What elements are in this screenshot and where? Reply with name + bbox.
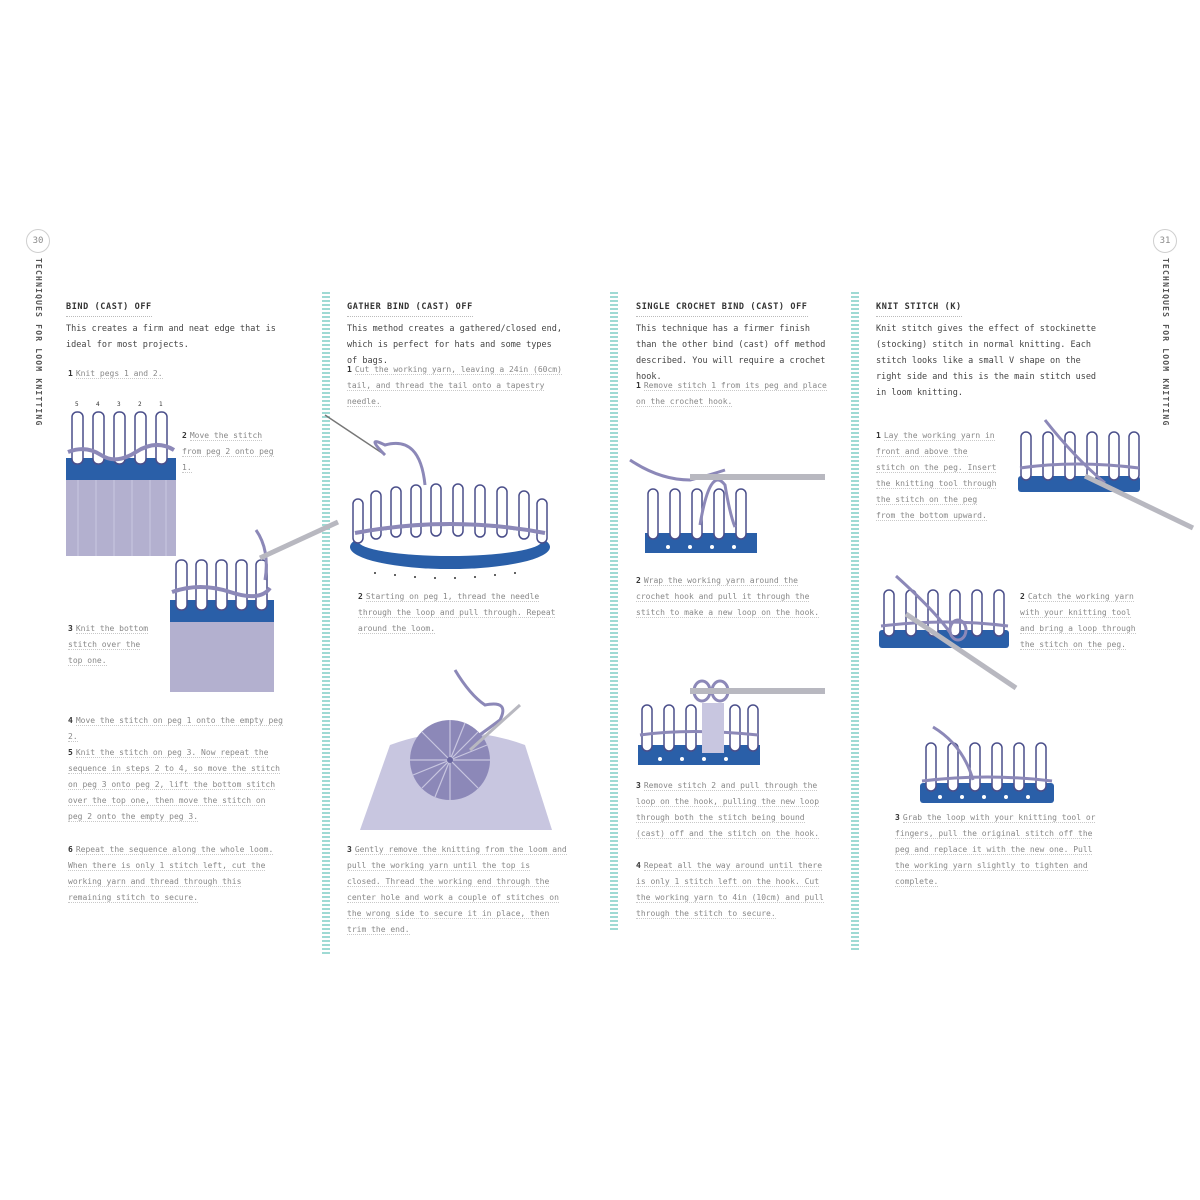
svg-text:5: 5 bbox=[75, 401, 79, 408]
section-heading: KNIT STITCH (K) bbox=[876, 302, 962, 317]
step-5: 5 Knit the stitch on peg 3. Now repeat the sequence in steps 2 to 4, so move the stitch on peg 3 onto peg 2, lift the bottom stitch over the top one, then move the stitch on peg 2 onto the empty peg 3. bbox=[68, 748, 280, 821]
loom-illustration-bind-off-1 bbox=[66, 400, 181, 560]
step-4: 4 Repeat all the way around until there is only 1 stitch left on the hook. Cut the working yarn to 4in (10cm) and pull through the stitch to secure. bbox=[636, 861, 824, 918]
step-2: 2 Move the stitch from peg 2 onto peg 1. bbox=[182, 431, 274, 472]
section-intro: This technique has a firmer finish than the other bind (cast) off method described. You will require a crochet hook. bbox=[636, 324, 826, 382]
step-3: 3 Grab the loop with your knitting tool or fingers, pull the original stitch off the peg and replace it with the new one. Pull the working yarn slightly to tighten and complete. bbox=[895, 813, 1096, 886]
step-3: 3 Gently remove the knitting from the loom and pull the working yarn until the top is closed. Thread the working end through the center hole and work a couple of stitches on the wrong side to secure it in place, then trim the end. bbox=[347, 845, 567, 934]
step-2: 2 Starting on peg 1, thread the needle through the loop and pull through. Repeat around the loom. bbox=[358, 592, 556, 633]
knit-illustration-1 bbox=[1015, 418, 1195, 533]
section-knit-stitch bbox=[876, 294, 1116, 401]
section-intro: This method creates a gathered/closed end, which is perfect for hats and some types of bags. bbox=[347, 324, 562, 366]
running-head-left: TECHNIQUES FOR LOOM KNITTING bbox=[34, 258, 43, 427]
page-number-left: 30 bbox=[26, 229, 50, 253]
knit-illustration-2 bbox=[876, 572, 1021, 690]
svg-text:4: 4 bbox=[96, 401, 100, 408]
svg-text:1: 1 bbox=[159, 401, 163, 408]
step-2: 2 Catch the working yarn with your knitting tool and bring a loop through the stitch on the peg. bbox=[1020, 592, 1136, 649]
svg-text:2: 2 bbox=[138, 401, 142, 408]
step-3: 3 Knit the bottom stitch over the top one. bbox=[68, 624, 149, 665]
divider-2 bbox=[610, 292, 618, 932]
section-intro: This creates a firm and neat edge that is ideal for most projects. bbox=[66, 324, 276, 350]
step-2: 2 Wrap the working yarn around the crochet hook and pull it through the stitch to make a new loop on the hook. bbox=[636, 576, 820, 617]
page-number-right: 31 bbox=[1153, 229, 1177, 253]
divider-3 bbox=[851, 292, 859, 952]
section-intro: Knit stitch gives the effect of stockinette (stocking) stitch in normal knitting. Each stitch looks like a small V shape on the right side and this is the main stitch used in loom knitting. bbox=[876, 324, 1097, 398]
crochet-illustration-1 bbox=[630, 455, 830, 560]
running-head-right: TECHNIQUES FOR LOOM KNITTING bbox=[1161, 258, 1170, 427]
loom-illustration-bind-off-2 bbox=[170, 520, 340, 695]
step-1: 1 Remove stitch 1 from its peg and place on the crochet hook. bbox=[636, 381, 827, 406]
step-1: 1 Knit pegs 1 and 2. bbox=[68, 369, 163, 378]
section-bind-off bbox=[66, 294, 306, 353]
step-1: 1 Lay the working yarn in front and above the stitch on the peg. Insert the knitting tool through the stitch on the peg from the bottom upward. bbox=[876, 431, 997, 520]
section-gather-bind-off bbox=[347, 294, 577, 369]
knit-illustration-3 bbox=[918, 725, 1058, 810]
svg-text:3: 3 bbox=[117, 401, 121, 408]
crochet-illustration-2 bbox=[630, 673, 830, 773]
step-3: 3 Remove stitch 2 and pull through the loop on the hook, pulling the new loop through both the stitch being bound (cast) off and the stitch on the hook. bbox=[636, 781, 820, 838]
section-heading: GATHER BIND (CAST) OFF bbox=[347, 302, 473, 317]
section-heading: SINGLE CROCHET BIND (CAST) OFF bbox=[636, 302, 808, 317]
step-1: 1 Cut the working yarn, leaving a 24in (60cm) tail, and thread the tail onto a tapestry needle. bbox=[347, 365, 562, 406]
round-loom-illustration bbox=[325, 415, 570, 585]
section-single-crochet-bind-off bbox=[636, 294, 836, 385]
section-heading: BIND (CAST) OFF bbox=[66, 302, 152, 317]
step-4: 4 Move the stitch on peg 1 onto the empty peg 2. bbox=[68, 716, 283, 741]
step-6: 6 Repeat the sequence along the whole loom. When there is only 1 stitch left, cut the working yarn and thread through this remaining stitch to secure. bbox=[68, 845, 274, 902]
gathered-knitting-illustration bbox=[360, 665, 555, 835]
